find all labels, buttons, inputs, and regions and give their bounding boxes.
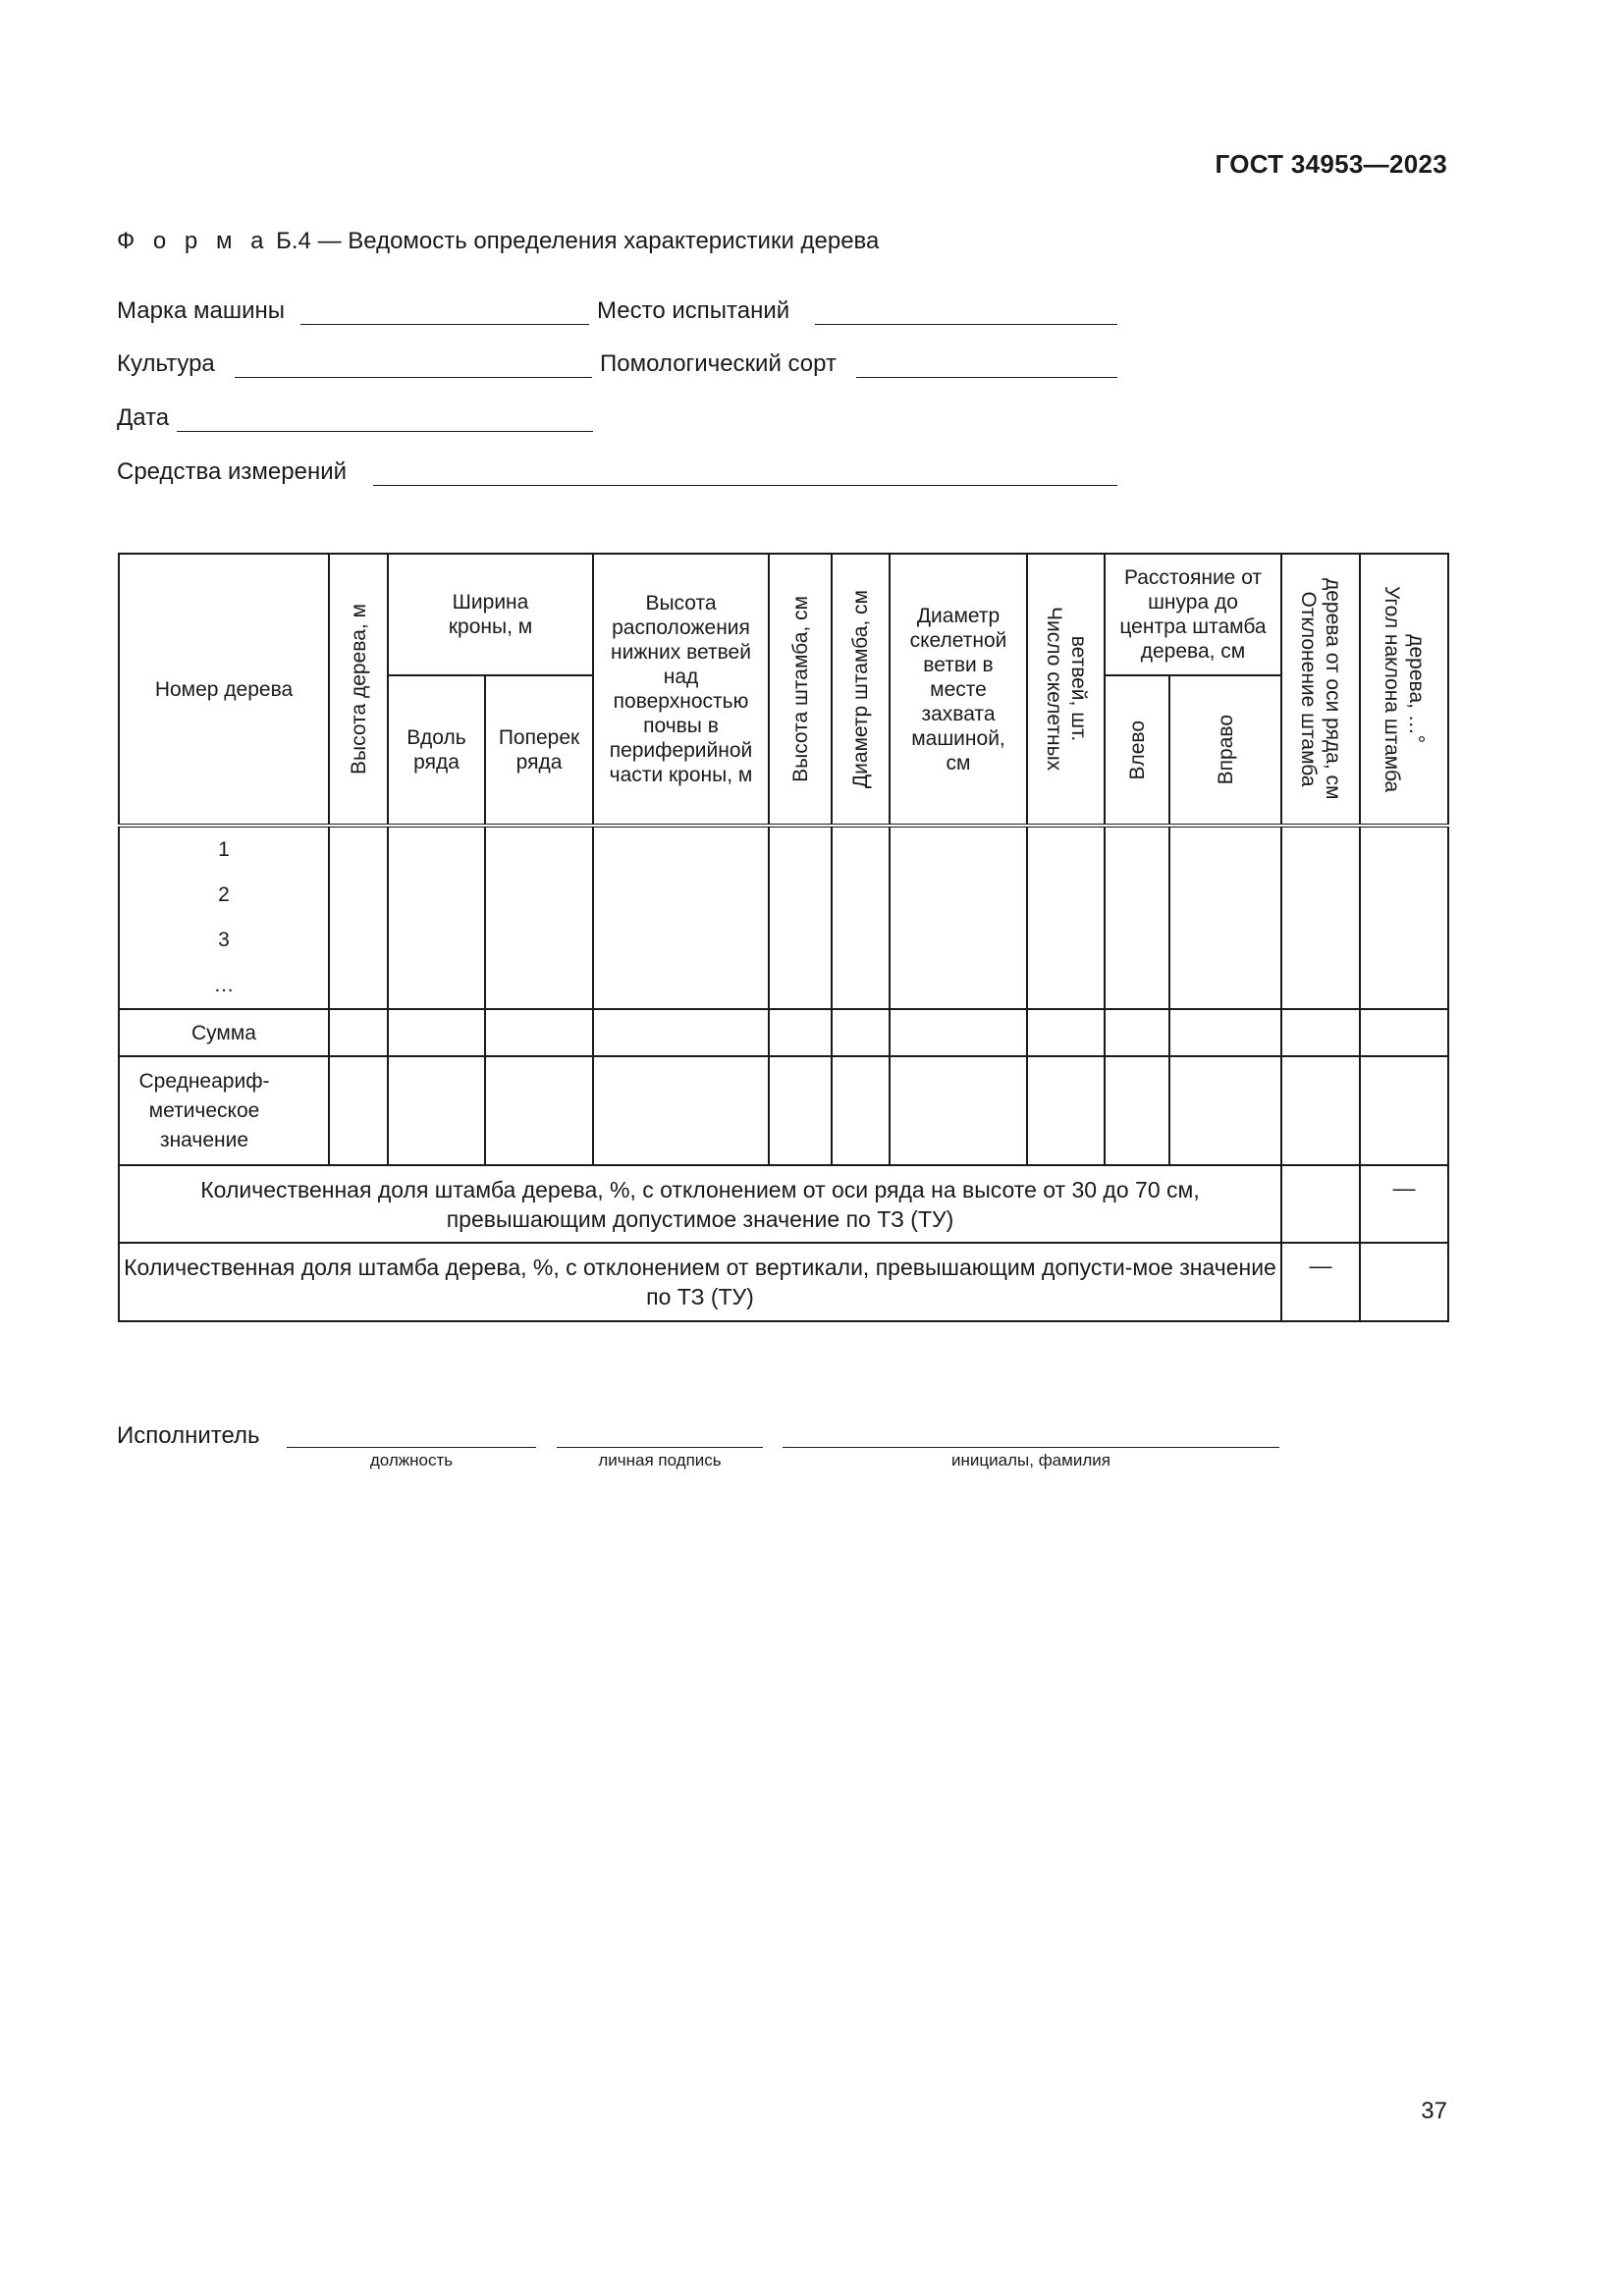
data-cell[interactable] bbox=[1169, 826, 1281, 1009]
sum-cell[interactable] bbox=[1281, 1009, 1360, 1056]
data-cell[interactable] bbox=[1027, 826, 1105, 1009]
row-number-ellipsis: … bbox=[213, 974, 235, 996]
mean-row bbox=[119, 1056, 1448, 1165]
mean-cell[interactable] bbox=[890, 1056, 1027, 1165]
data-cell[interactable] bbox=[769, 826, 832, 1009]
mean-cell[interactable] bbox=[769, 1056, 832, 1165]
test-place-label: Место испытаний bbox=[597, 297, 790, 324]
pomological-variety-label: Помологический сорт bbox=[600, 350, 837, 377]
row-numbers-cell bbox=[119, 826, 329, 1009]
machine-brand-line[interactable] bbox=[300, 324, 589, 325]
share-axis-tilt-dash: — bbox=[1360, 1165, 1448, 1243]
sum-row bbox=[119, 1009, 1448, 1056]
mean-cell[interactable] bbox=[329, 1056, 388, 1165]
header-distance: Расстояние от шнура до центра штамба дерева, см bbox=[1105, 554, 1281, 675]
header-branch-diameter: Диаметр скелетной ветви в месте захвата машиной, см bbox=[890, 554, 1027, 826]
date-line[interactable] bbox=[177, 431, 593, 432]
sum-cell[interactable] bbox=[832, 1009, 890, 1056]
header-tree-height: Высота дерева, м bbox=[329, 554, 388, 826]
share-axis-label: Количественная доля штамба дерева, %, с отклонением от оси ряда на высоте от 30 до 70 см, превышающим допустимое значение по ТЗ (ТУ) bbox=[119, 1165, 1281, 1243]
data-rows bbox=[119, 826, 1448, 1009]
executor-position-line[interactable] bbox=[287, 1447, 536, 1448]
form-title-text: Б.4 — Ведомость определения характеристики дерева bbox=[269, 228, 880, 254]
form-title bbox=[117, 228, 879, 255]
mean-cell[interactable] bbox=[1360, 1056, 1448, 1165]
header-right: Вправо bbox=[1169, 675, 1281, 826]
data-cell[interactable] bbox=[1105, 826, 1169, 1009]
row-number-2: 2 bbox=[218, 883, 230, 906]
mean-cell[interactable] bbox=[1281, 1056, 1360, 1165]
instruments-label: Средства измерений bbox=[117, 458, 348, 485]
form-title-prefix: Ф о р м а bbox=[117, 228, 270, 254]
share-vertical-label: Количественная доля штамба дерева, %, с отклонением от вертикали, превышающим допусти-мое значение по ТЗ (ТУ) bbox=[119, 1243, 1281, 1321]
header-left: Влево bbox=[1105, 675, 1169, 826]
mean-label: Среднеариф-метическое значение bbox=[119, 1056, 329, 1165]
header-across-row: Поперек ряда bbox=[485, 675, 593, 826]
sum-cell[interactable] bbox=[890, 1009, 1027, 1056]
sum-cell[interactable] bbox=[1027, 1009, 1105, 1056]
header-trunk-deviation: Отклонение штамба дерева от оси ряда, см bbox=[1281, 554, 1360, 826]
row-number-3: 3 bbox=[218, 929, 230, 951]
share-axis-row bbox=[119, 1165, 1448, 1243]
sum-cell[interactable] bbox=[388, 1009, 485, 1056]
data-cell[interactable] bbox=[388, 826, 485, 1009]
share-vertical-tilt-cell[interactable] bbox=[1360, 1243, 1448, 1321]
data-cell[interactable] bbox=[832, 826, 890, 1009]
header-trunk-diameter: Диаметр штамба, см bbox=[832, 554, 890, 826]
data-cell[interactable] bbox=[890, 826, 1027, 1009]
data-cell[interactable] bbox=[1281, 826, 1360, 1009]
data-cell[interactable] bbox=[1360, 826, 1448, 1009]
culture-label: Культура bbox=[117, 350, 215, 377]
caption-position: должность bbox=[369, 1451, 454, 1469]
sum-cell[interactable] bbox=[485, 1009, 593, 1056]
header-crown-width: Ширина кроны, м bbox=[388, 554, 593, 675]
sum-cell[interactable] bbox=[769, 1009, 832, 1056]
mean-cell[interactable] bbox=[1027, 1056, 1105, 1165]
sum-cell[interactable] bbox=[329, 1009, 388, 1056]
caption-signature: личная подпись bbox=[598, 1451, 722, 1469]
share-axis-deviation-cell[interactable] bbox=[1281, 1165, 1360, 1243]
mean-cell[interactable] bbox=[832, 1056, 890, 1165]
document-code: ГОСТ 34953—2023 bbox=[1215, 149, 1447, 179]
header-lower-branches-height: Высота расположения нижних ветвей над поверхностью почвы в периферийной части кроны, м bbox=[593, 554, 769, 826]
header-trunk-tilt: Угол наклона штамба дерева, …° bbox=[1360, 554, 1448, 826]
instruments-line[interactable] bbox=[373, 485, 1117, 486]
mean-cell[interactable] bbox=[485, 1056, 593, 1165]
data-cell[interactable] bbox=[593, 826, 769, 1009]
sum-cell[interactable] bbox=[1105, 1009, 1169, 1056]
culture-line[interactable] bbox=[235, 377, 592, 378]
executor-name-line[interactable] bbox=[783, 1447, 1279, 1448]
sum-cell[interactable] bbox=[1360, 1009, 1448, 1056]
pomological-variety-line[interactable] bbox=[856, 377, 1117, 378]
header-branch-count: Число скелетных ветвей, шт. bbox=[1027, 554, 1105, 826]
share-vertical-row bbox=[119, 1243, 1448, 1321]
executor-signature-line[interactable] bbox=[557, 1447, 763, 1448]
sum-cell[interactable] bbox=[1169, 1009, 1281, 1056]
caption-name: инициалы, фамилия bbox=[951, 1451, 1110, 1469]
data-cell[interactable] bbox=[485, 826, 593, 1009]
mean-cell[interactable] bbox=[593, 1056, 769, 1165]
header-tree-number: Номер дерева bbox=[119, 554, 329, 826]
share-vertical-deviation-dash: — bbox=[1281, 1243, 1360, 1321]
header-trunk-height: Высота штамба, см bbox=[769, 554, 832, 826]
mean-cell[interactable] bbox=[1105, 1056, 1169, 1165]
mean-cell[interactable] bbox=[1169, 1056, 1281, 1165]
header-along-row: Вдоль ряда bbox=[388, 675, 485, 826]
date-label: Дата bbox=[117, 404, 170, 431]
page-number: 37 bbox=[1421, 2098, 1447, 2124]
sum-label: Сумма bbox=[119, 1009, 329, 1056]
sum-cell[interactable] bbox=[593, 1009, 769, 1056]
measurements-table bbox=[118, 553, 1449, 1322]
machine-brand-label: Марка машины bbox=[117, 297, 286, 324]
row-number-1: 1 bbox=[218, 838, 230, 861]
test-place-line[interactable] bbox=[815, 324, 1117, 325]
mean-cell[interactable] bbox=[388, 1056, 485, 1165]
data-cell[interactable] bbox=[329, 826, 388, 1009]
executor-label: Исполнитель bbox=[117, 1422, 260, 1449]
